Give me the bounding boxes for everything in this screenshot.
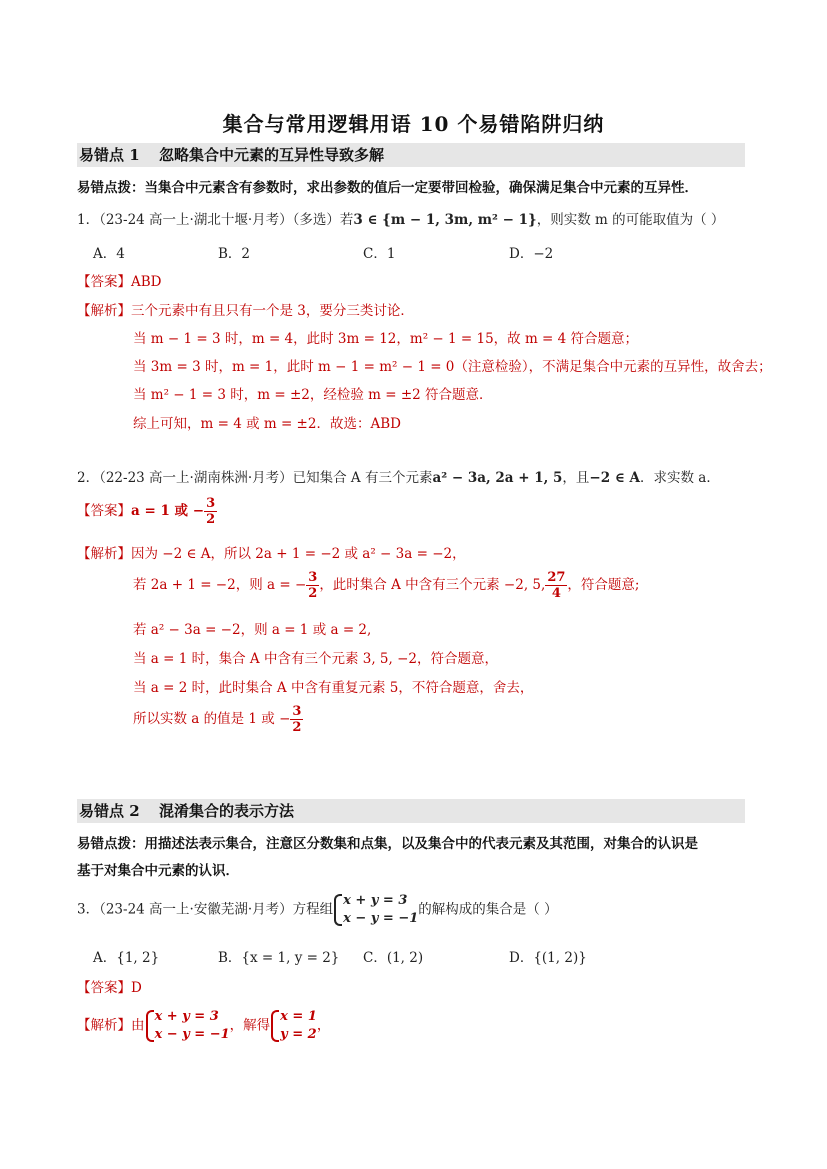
equation-1: x + y = 3 xyxy=(343,893,408,908)
question-2-elements: a² − 3a, 2a + 1, 5 xyxy=(432,470,563,486)
section-2-label: 易错点 2 xyxy=(79,802,140,820)
fraction-three-halves xyxy=(204,496,217,527)
analysis-text: ，解得 xyxy=(229,1017,271,1034)
equation-1: x + y = 3 xyxy=(154,1009,219,1024)
question-1-set: 3 ∈ {m − 1, 3m, m² − 1} xyxy=(353,212,537,228)
equation-system xyxy=(333,892,418,928)
analysis-tag: 【解析】 xyxy=(77,1017,131,1034)
question-1-option-c: C．1 xyxy=(363,246,396,262)
question-3-answer xyxy=(77,976,142,996)
section-1-tip: 易错点拨：当集合中元素含有参数时，求出参数的值后一定要带回检验，确保满足集合中元素的互异性． xyxy=(77,180,698,196)
solution-1: x = 1 xyxy=(280,1009,317,1024)
equation-2: x − y = −1 xyxy=(343,911,419,926)
section-2-heading: 混淆集合的表示方法 xyxy=(159,802,295,820)
fraction-denominator: 2 xyxy=(308,586,318,601)
fraction-denominator: 2 xyxy=(206,512,216,527)
question-2-analysis-line-6 xyxy=(133,704,303,735)
section-2-header xyxy=(77,799,745,823)
question-3-option-b: B．{x = 1, y = 2} xyxy=(218,950,340,966)
question-1-analysis-line-1 xyxy=(77,299,414,319)
question-3-analysis xyxy=(77,1008,330,1044)
answer-value: ABD xyxy=(131,274,162,290)
analysis-text: 三个元素中有且只有一个是 3，要分三类讨论． xyxy=(131,303,414,319)
question-2-analysis-line-5: 当 a = 2 时，此时集合 A 中含有重复元素 5，不符合题意，舍去， xyxy=(133,680,534,696)
analysis-text: 若 2a + 1 = −2，则 a = − xyxy=(133,577,307,593)
answer-tag: 【答案】 xyxy=(77,274,131,290)
question-1-analysis-line-2: 当 m − 1 = 3 时，m = 4，此时 3m = 12，m² − 1 = 15，故 m = 4 符合题意； xyxy=(133,331,639,347)
question-1-analysis-line-3: 当 3m = 3 时，m = 1，此时 m − 1 = m² − 1 = 0（注意检验），不满足集合中元素的互异性，故舍去； xyxy=(133,359,772,375)
section-1-label: 易错点 1 xyxy=(79,146,140,164)
analysis-text: ，此时集合 A 中含有三个元素 −2, 5, xyxy=(319,577,546,593)
fraction-numerator: 27 xyxy=(547,570,566,585)
question-1-analysis-line-4: 当 m² − 1 = 3 时，m = ±2，经检验 m = ±2 符合题意． xyxy=(133,387,493,403)
question-1-analysis-line-5: 综上可知，m = 4 或 m = ±2．故选：ABD xyxy=(133,416,401,432)
analysis-text: ，符合题意; xyxy=(567,577,640,593)
answer-value: D xyxy=(131,980,142,996)
question-3-option-d: D．{(1, 2)} xyxy=(509,950,587,966)
question-2-mid: ，且 xyxy=(562,470,590,486)
equation-2: x − y = −1 xyxy=(154,1027,230,1042)
question-2-answer xyxy=(77,496,217,527)
fraction-three-halves xyxy=(306,570,319,601)
question-2-prefix: 2．（22-23 高一上·湖南株洲·月考）已知集合 A 有三个元素 xyxy=(77,470,433,486)
fraction-denominator: 4 xyxy=(551,586,561,601)
question-1-stem xyxy=(77,208,724,228)
analysis-text: 因为 −2 ∈ A，所以 2a + 1 = −2 或 a² − 3a = −2， xyxy=(131,546,466,562)
question-1-option-b: B．2 xyxy=(218,246,251,262)
question-1-prefix: 1．（23-24 高一上·湖北十堰·月考）（多选）若 xyxy=(77,212,354,228)
analysis-text: 所以实数 a 的值是 1 或 − xyxy=(133,711,291,727)
document-title: 集合与常用逻辑用语 10 个易错陷阱归纳 xyxy=(222,112,605,136)
question-2-analysis-line-4: 当 a = 1 时，集合 A 中含有三个元素 3, 5, −2，符合题意， xyxy=(133,651,498,667)
question-3-prefix: 3．（23-24 高一上·安徽芜湖·月考）方程组 xyxy=(77,901,334,918)
section-1-heading: 忽略集合中元素的互异性导致多解 xyxy=(159,146,385,164)
question-2-suffix: ．求实数 a． xyxy=(640,470,720,486)
question-1-option-a: A．4 xyxy=(93,246,125,262)
fraction-numerator: 3 xyxy=(308,570,318,585)
fraction-numerator: 3 xyxy=(292,704,302,719)
section-2-tip-line-2: 基于对集合中元素的认识． xyxy=(77,863,239,879)
question-1-suffix: ，则实数 m 的可能取值为（ ） xyxy=(536,212,725,228)
fraction-denominator: 2 xyxy=(292,720,302,735)
solution-2: y = 2 xyxy=(280,1027,317,1042)
answer-value: a = 1 或 − xyxy=(131,503,205,519)
question-1-answer xyxy=(77,270,162,290)
fraction-27-quarters xyxy=(545,570,567,601)
question-3-option-a: A．{1, 2} xyxy=(93,950,160,966)
question-3-stem xyxy=(77,892,558,928)
question-2-analysis-line-3: 若 a² − 3a = −2，则 a = 1 或 a = 2, xyxy=(133,622,372,638)
question-1-option-d: D．−2 xyxy=(509,246,554,262)
question-2-analysis-line-1 xyxy=(77,542,466,562)
fraction-three-halves xyxy=(290,704,303,735)
section-1-header xyxy=(77,143,745,167)
analysis-tag: 【解析】 xyxy=(77,546,131,562)
answer-tag: 【答案】 xyxy=(77,980,131,996)
question-2-analysis-line-2 xyxy=(133,570,639,601)
question-2-condition: −2 ∈ A xyxy=(589,470,640,486)
equation-system xyxy=(145,1008,230,1044)
question-3-suffix: 的解构成的集合是（ ） xyxy=(418,901,558,918)
analysis-text: ， xyxy=(316,1017,331,1034)
section-2-tip-line-1: 易错点拨：用描述法表示集合，注意区分数集和点集，以及集合中的代表元素及其范围，对集合的认识是 xyxy=(77,836,698,852)
analysis-tag: 【解析】 xyxy=(77,303,131,319)
question-3-option-c: C．(1, 2) xyxy=(363,950,424,966)
fraction-numerator: 3 xyxy=(206,496,216,511)
analysis-text: 由 xyxy=(131,1017,145,1034)
answer-tag: 【答案】 xyxy=(77,503,131,519)
solution-system xyxy=(270,1008,317,1044)
question-2-stem xyxy=(77,466,720,486)
